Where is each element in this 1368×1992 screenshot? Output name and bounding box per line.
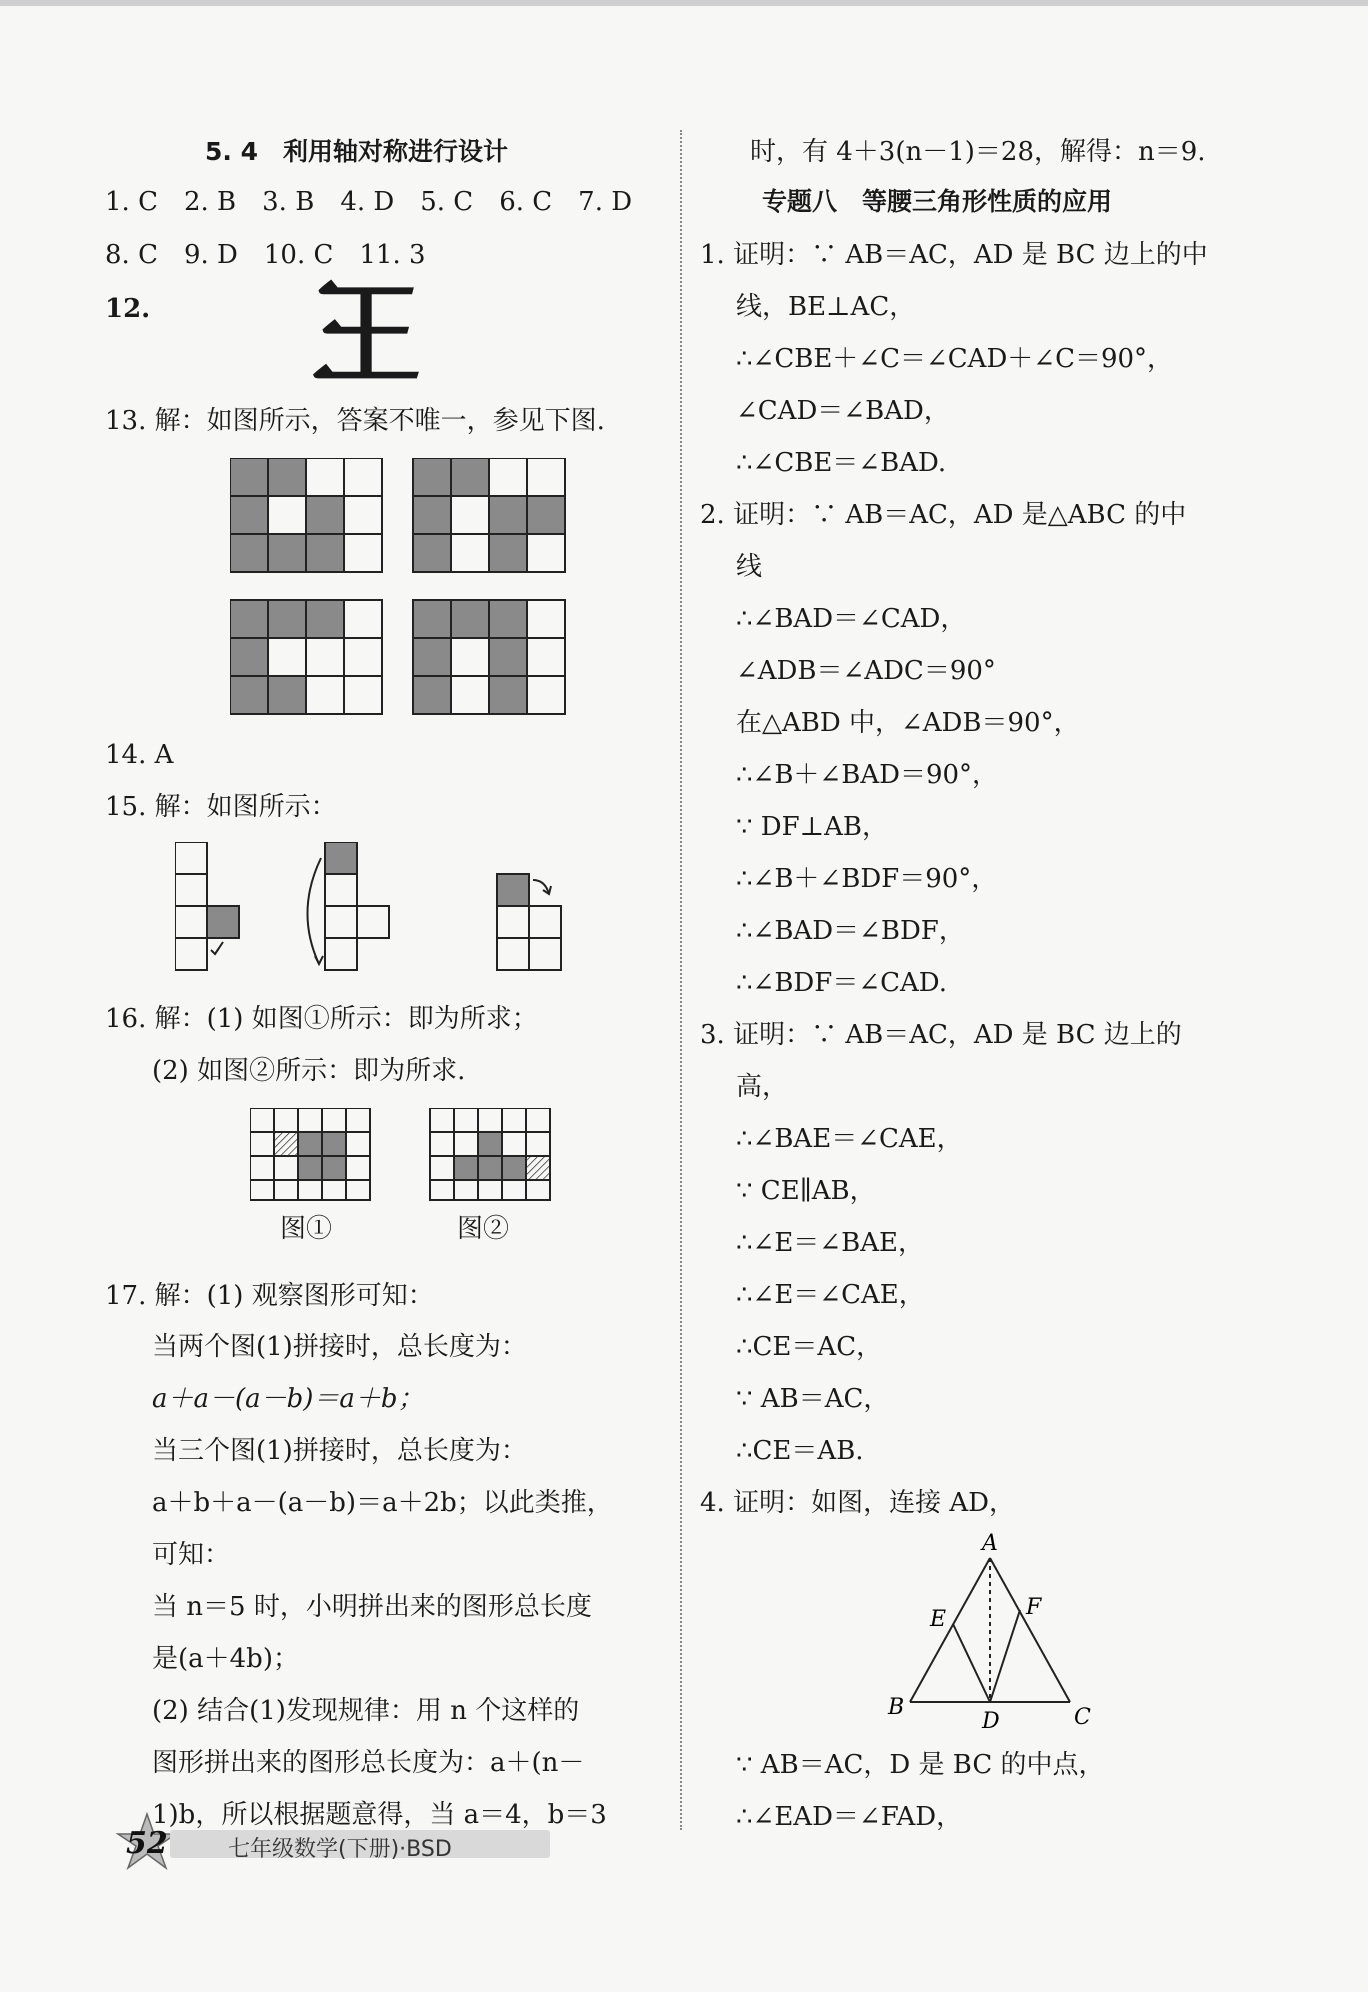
proof-line-24: ∴CE＝AB.: [736, 1436, 864, 1466]
proof-line-22: ∴CE＝AC，: [736, 1332, 883, 1362]
segment-ed: [953, 1624, 990, 1702]
q17-line-2: 当两个图(1)拼接时，总长度为：: [152, 1332, 527, 1362]
cell: [306, 534, 344, 572]
column-divider: [680, 130, 682, 1830]
proof-line-20: ∴∠E＝∠BAE，: [736, 1228, 924, 1258]
q16-fig-1: [250, 1108, 370, 1200]
label-f: F: [1026, 1595, 1042, 1620]
proof-line-16: 3. 证明：∵ AB＝AC，AD 是 BC 边上的: [700, 1020, 1182, 1050]
proof-line-14: ∴∠BAD＝∠BDF，: [736, 916, 965, 946]
cell: [230, 496, 268, 534]
segment-fd: [990, 1610, 1020, 1702]
proof-line-7: 线: [736, 552, 763, 582]
q13-grid-3: [230, 600, 382, 714]
cell: [230, 458, 268, 496]
proof-line-5: ∴∠CBE＝∠BAD.: [736, 448, 947, 478]
proof-line-1: 1. 证明：∵ AB＝AC，AD 是 BC 边上的中: [700, 240, 1208, 270]
cell: [268, 534, 306, 572]
cell: [230, 534, 268, 572]
top-border: [0, 0, 1368, 6]
label-a: A: [982, 1531, 998, 1556]
footer-book-title: 七年级数学(下册)·BSD: [228, 1837, 452, 1862]
q13-grid-4: [413, 600, 565, 714]
proof-line-12: ∵ DF⊥AB，: [736, 812, 889, 842]
q14-text: 14. A: [105, 740, 174, 770]
q16-fig-2: [430, 1108, 550, 1200]
q15-fig-1: [175, 842, 239, 970]
q17-line-8: 是(a＋4b)；: [152, 1644, 299, 1674]
proof-line-3: ∴∠CBE＋∠C＝∠CAD＋∠C＝90°，: [736, 344, 1174, 374]
proof-line-15: ∴∠BDF＝∠CAD.: [736, 968, 947, 998]
q17-line-1: 17. 解：(1) 观察图形可知：: [105, 1281, 434, 1311]
page-footer: [118, 1820, 548, 1860]
q17-line-9: (2) 结合(1)发现规律：用 n 个这样的: [152, 1696, 580, 1726]
page-number: 52: [126, 1826, 168, 1861]
proof-line-10: 在△ABD 中，∠ADB＝90°，: [736, 708, 1080, 738]
q13-text: 13. 解：如图所示，答案不唯一，参见下图.: [105, 406, 605, 436]
q13-figures: [230, 458, 650, 720]
proof-line-25: 4. 证明：如图，连接 AD，: [700, 1488, 1015, 1518]
q15-fig-2: [307, 842, 389, 970]
proof-line-6: 2. 证明：∵ AB＝AC，AD 是△ABC 的中: [700, 500, 1187, 530]
proof-line-23: ∵ AB＝AC，: [736, 1384, 890, 1414]
proof-line-17: 高，: [736, 1072, 789, 1102]
answers-row-2: 8. C 9. D 10. C 11. 3: [105, 240, 426, 270]
side-ac: [990, 1558, 1070, 1702]
q17-line-10: 图形拼出来的图形总长度为：a＋(n－: [152, 1748, 585, 1778]
proof-line-9: ∠ADB＝∠ADC＝90°: [736, 656, 996, 686]
proof-line-2: 线，BE⊥AC，: [736, 292, 916, 322]
proof-line-8: ∴∠BAD＝∠CAD，: [736, 604, 967, 634]
triangle-figure: [870, 1530, 1110, 1730]
q16b-text: (2) 如图②所示：即为所求.: [152, 1056, 466, 1086]
proof-line-11: ∴∠B＋∠BAD＝90°，: [736, 760, 999, 790]
q12-label: 12.: [105, 294, 151, 324]
proof-line-21: ∴∠E＝∠CAE，: [736, 1280, 925, 1310]
fig2-caption: 图②: [457, 1214, 510, 1244]
label-c: C: [1074, 1705, 1091, 1730]
cell: [306, 496, 344, 534]
proof-line-18: ∴∠BAE＝∠CAE，: [736, 1124, 963, 1154]
proof-4-line-1: ∵ AB＝AC，D 是 BC 的中点，: [736, 1750, 1105, 1780]
q13-grid-2: [413, 458, 565, 572]
q17-line-3: a＋a－(a－b)＝a＋b；: [152, 1384, 424, 1414]
label-e: E: [930, 1607, 947, 1632]
q17-line-5: a＋b＋a－(a－b)＝a＋2b；以此类推，: [152, 1488, 613, 1518]
section-title-5-4: 5. 4 利用轴对称进行设计: [205, 137, 508, 166]
q16a-text: 16. 解：(1) 如图①所示：即为所求；: [105, 1004, 538, 1034]
q17-continuation: 时，有 4＋3(n－1)＝28，解得：n＝9.: [750, 137, 1206, 167]
answers-row-1: 1. C 2. B 3. B 4. D 5. C 6. C 7. D: [105, 187, 633, 217]
q16-figures: [250, 1108, 590, 1202]
q17-line-6: 可知：: [152, 1540, 231, 1570]
q17-line-4: 当三个图(1)拼接时，总长度为：: [152, 1436, 527, 1466]
q15-fig-3: [497, 874, 561, 970]
q12-figure: 王: [310, 269, 422, 400]
label-d: D: [982, 1709, 1000, 1730]
side-ab: [910, 1558, 990, 1702]
q15-text: 15. 解：如图所示：: [105, 792, 337, 822]
section-title-topic-8: 专题八 等腰三角形性质的应用: [762, 187, 1113, 216]
proof-4-line-2: ∴∠EAD＝∠FAD，: [736, 1802, 963, 1832]
proof-line-4: ∠CAD＝∠BAD，: [736, 396, 950, 426]
q17-line-11: 1)b，所以根据题意得，当 a＝4，b＝3: [152, 1800, 607, 1830]
cell: [268, 458, 306, 496]
q17-line-7: 当 n＝5 时，小明拼出来的图形总长度: [152, 1592, 592, 1622]
label-b: B: [888, 1695, 905, 1720]
q13-grid-1: [230, 458, 382, 572]
fig1-caption: 图①: [280, 1214, 333, 1244]
q15-figures: [175, 842, 635, 982]
proof-line-19: ∵ CE∥AB，: [736, 1176, 876, 1206]
proof-line-13: ∴∠B＋∠BDF＝90°，: [736, 864, 998, 894]
